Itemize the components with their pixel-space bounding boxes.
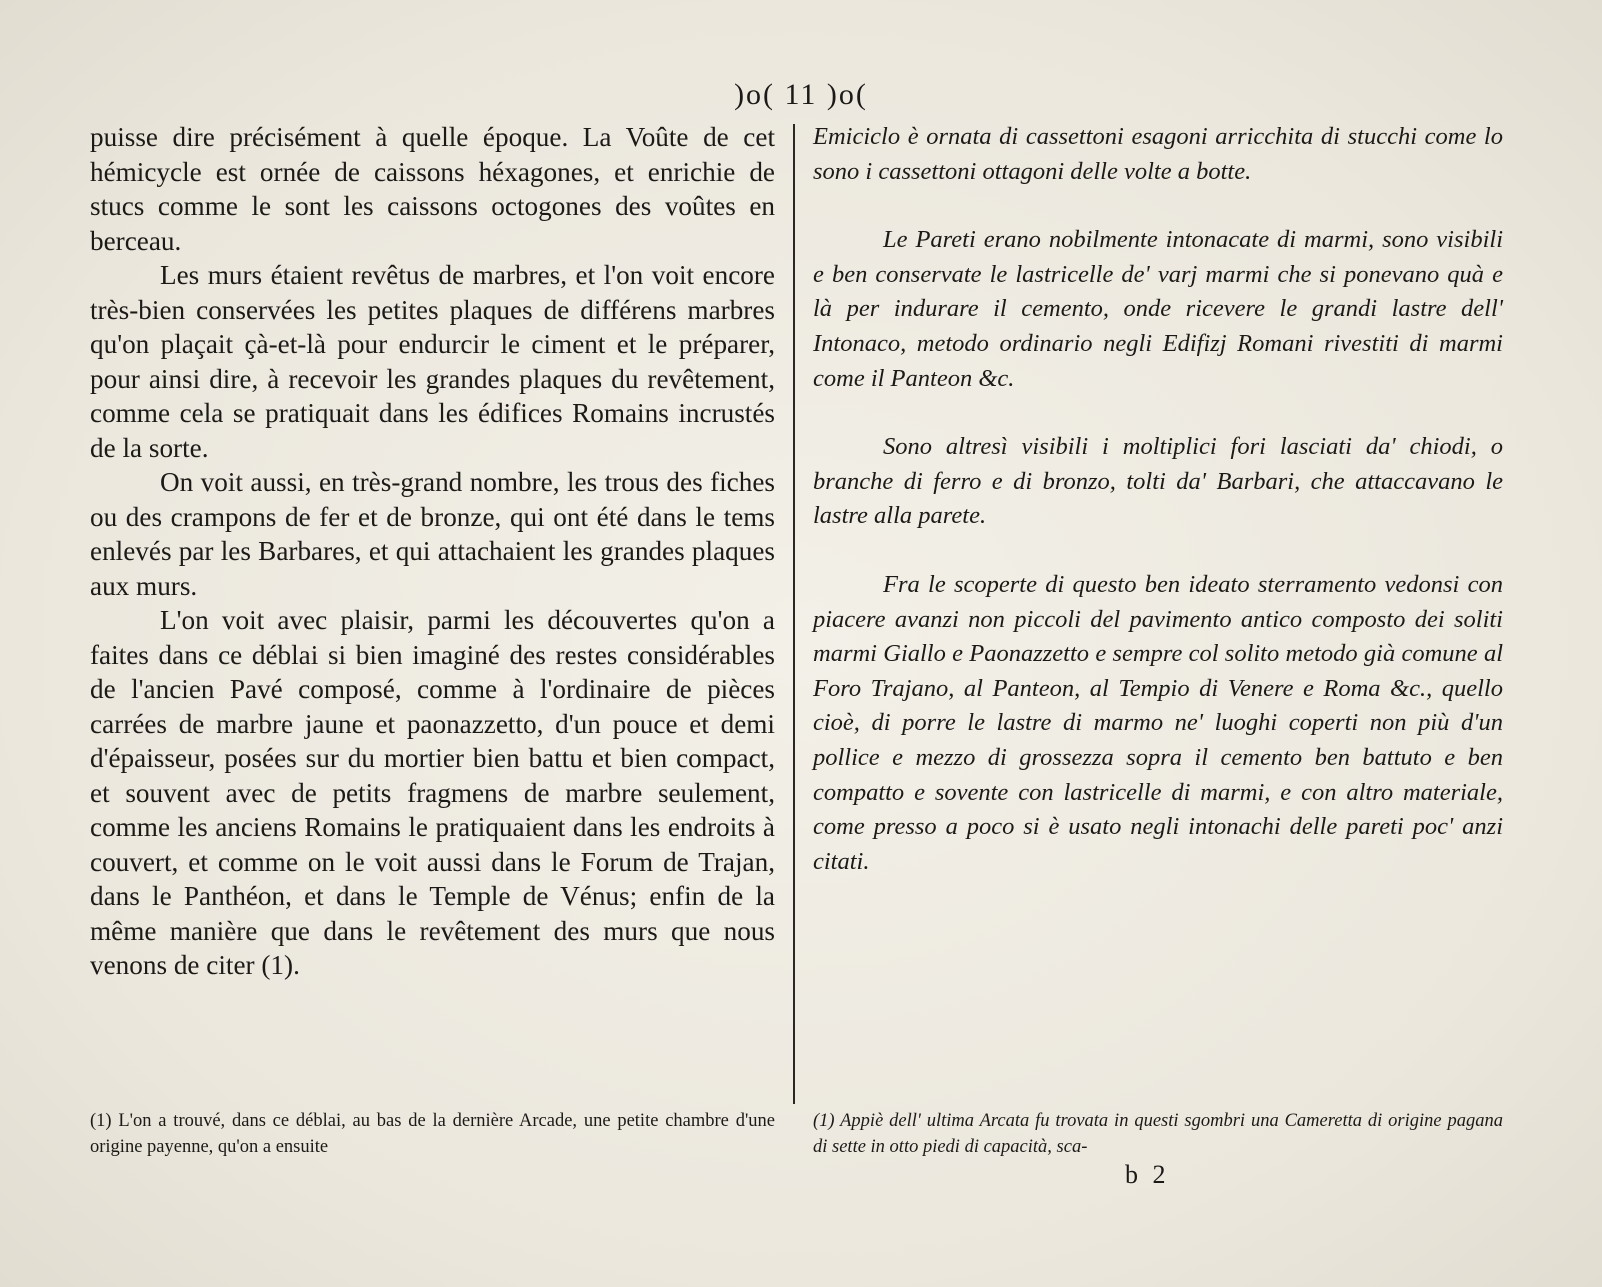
italian-footnote: (1) Appiè dell' ultima Arcata fu trovata in questi sgombri una Cameretta di origine pagana di sette in otto piedi di capacità, sca- xyxy=(813,1111,1503,1157)
french-paragraph-1: puisse dire précisément à quelle époque. La Voûte de cet hémicycle est ornée de caissons héxagones, et enrichie de stucs comme le sont les caissons octogones des voûtes en berceau. xyxy=(90,122,775,256)
page-number-header: )o( 11 )o( xyxy=(734,78,868,111)
french-paragraph-4: L'on voit avec plaisir, parmi les découvertes qu'on a faites dans ce déblai si bien imaginé des restes considérables de l'ancien Pavé composé, comme à l'ordinaire de pièces carrées de marbre jaune et paonazzetto, d'un pouce et demi d'épaisseur, posées sur du mortier bien battu et bien compact, et souvent avec de petits fragmens de marbre seulement, comme les anciens Romains le pratiquaient dans les endroits à couvert, et comme on le voit aussi dans le Forum de Trajan, dans le Panthéon, et dans le Temple de Vénus; enfin de la même manière que dans le revêtement des murs que nous venons de citer (1). xyxy=(90,605,775,980)
column-divider xyxy=(793,124,795,1104)
italian-paragraph-4: Fra le scoperte di questo ben ideato sterramento vedonsi con piacere avanzi non piccoli del pavimento antico composto dei soliti marmi Giallo e Paonazzetto e sempre col solito metodo già comune al Foro Trajano, al Panteon, al Tempio di Venere e Roma &c., quello cioè, di porre le lastre di marmo ne' luoghi coperti non più d'un pollice e mezzo di grossezza sopra il cemento ben battuto e ben compatto e sovente con lastricelle di marmi, e con altro materiale, come presso a poco si è usato negli intonachi delle pareti poc' anzi citati. xyxy=(813,570,1503,875)
italian-paragraph-3: Sono altresì visibili i moltiplici fori lasciati da' chiodi, o branche di ferro e di bronzo, tolti da' Barbari, che attaccavano le lastre alla parete. xyxy=(813,433,1503,530)
french-paragraph-3: On voit aussi, en très-grand nombre, les trous des fiches ou des crampons de fer et de bronze, qui ont été dans le tems enlevés par les Barbares, et qui attachaient les grandes plaques aux murs. xyxy=(90,467,775,601)
french-column xyxy=(90,120,775,983)
italian-column xyxy=(813,120,1503,879)
french-paragraph-2: Les murs étaient revêtus de marbres, et l'on voit encore très-bien conservées les petites plaques de différens marbres qu'on plaçait çà-et-là pour endurcir le ciment et le préparer, pour ainsi dire, à recevoir les grandes plaques du revêtement, comme cela se pratiquait dans les édifices Romains incrustés de la sorte. xyxy=(90,260,775,463)
italian-paragraph-1: Emiciclo è ornata di cassettoni esagoni arricchita di stucchi come lo sono i cassettoni ottagoni delle volte a botte. xyxy=(813,123,1503,185)
french-footnote: (1) L'on a trouvé, dans ce déblai, au bas de la dernière Arcade, une petite chambre d'une origine payenne, qu'on a ensuite xyxy=(90,1111,775,1157)
signature-mark: b 2 xyxy=(1125,1160,1170,1189)
italian-paragraph-2: Le Pareti erano nobilmente intonacate di marmi, sono visibili e ben conservate le lastricelle de' varj marmi che si ponevano quà e là per indurare il cemento, onde ricevere le grandi lastre dell' Intonaco, metodo ordinario negli Edifizj Romani rivestiti di marmi come il Panteon &c. xyxy=(813,226,1503,392)
